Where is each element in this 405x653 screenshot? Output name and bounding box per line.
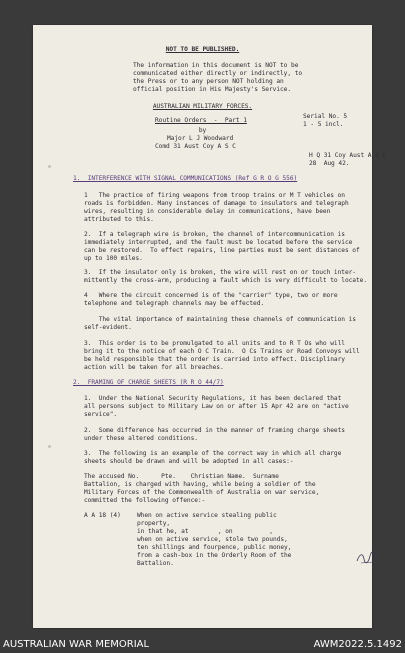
major-name: Major L J Woodward <box>167 135 234 142</box>
paragraph-line: self-evident. <box>84 324 132 331</box>
archive-name: AUSTRALIAN WAR MEMORIAL <box>3 639 150 650</box>
paragraph-line: wires, resulting in considerable delay in communications, have been <box>84 208 331 215</box>
paragraph-line: immediately interrupted, and the fault must be located before the service <box>84 239 353 246</box>
section-1-heading: 1. INTERFERENCE WITH SIGNAL COMMUNICATIONS (Ref G R O G 556) <box>73 175 298 182</box>
routine-orders-title: Routine Orders - Part 1 <box>155 117 247 124</box>
paragraph-line: The vital importance of maintaining these channels of communication is <box>84 316 356 323</box>
serial-range: 1 - 5 incl. <box>303 121 344 128</box>
document-date: 28 Aug 42. <box>309 160 350 167</box>
army-act-reference: A A 18 (4) <box>84 512 121 519</box>
by-line: by <box>198 127 207 134</box>
section-2-heading: 2. FRAMING OF CHARGE SHEETS (R R O 44/7) <box>73 379 224 386</box>
charge-line: ten shillings and fourpence, public money, <box>137 544 292 551</box>
paragraph-line: telephone and telegraph channels may be effected. <box>84 300 265 307</box>
paragraph-line: committed the following offence:- <box>84 497 206 504</box>
paragraph-line: under these altered conditions. <box>84 435 198 442</box>
not-published-heading: NOT TO BE PUBLISHED. <box>165 46 240 53</box>
notice-line: official position in His Majesty's Service. <box>133 86 292 93</box>
archive-reference: AWM2022.5.1492 <box>313 639 402 650</box>
charge-line: property, <box>137 520 171 527</box>
paragraph-line: bring it to the notice of each O C Train. O Cs Trains or Road Convoys will <box>84 348 360 355</box>
paragraph-line: 2. Some difference has occurred in the manner of framing charge sheets <box>84 427 345 434</box>
paragraph-line: 2. If a telegraph wire is broken, the channel of intercommunication is <box>84 231 345 238</box>
paragraph-line: sheets should be drawn and will be adopted in all cases:- <box>84 458 294 465</box>
charge-line: When on active service stealing public <box>137 512 277 519</box>
paragraph-line: attributed to this. <box>84 216 154 223</box>
paragraph-line: 1. Under the National Security Regulations, it has been declared that <box>84 395 342 402</box>
paragraph-line: 3. The following is an example of the correct way in which all charge <box>84 450 342 457</box>
signature-mark <box>356 551 378 565</box>
charge-line: when on active service, stole two pounds, <box>137 536 288 543</box>
charge-line: in that he, at , on , <box>137 528 273 535</box>
paragraph-line: be held responsible that the order is carried into effect. Disciplinary <box>84 356 345 363</box>
paragraph-line: 3. This order is to be promulgated to all units and to R T Os who will <box>84 340 345 347</box>
paragraph-line: Military Forces of the Commonwealth of Australia on war service, <box>84 489 320 496</box>
notice-line: the Press or to any person NOT holding an <box>133 78 284 85</box>
paragraph-line: The accused No. Pte. Christian Name. Surname <box>84 473 279 480</box>
notice-line: The information in this document is NOT to be <box>133 62 299 69</box>
punch-hole <box>48 445 51 448</box>
charge-line: Battalion. <box>137 560 174 567</box>
document-page <box>33 25 387 628</box>
paragraph-line: up to 100 miles. <box>84 255 143 262</box>
paragraph-line: service". <box>84 411 118 418</box>
notice-line: communicated either directly or indirectly, to <box>133 70 303 77</box>
paragraph-line: mittently the cross-arm, producing a fault which is very difficult to locate. <box>84 277 367 284</box>
paragraph-line: 4 Where the circuit concerned is of the "carrier" type, two or more <box>84 292 338 299</box>
punch-hole <box>48 165 51 168</box>
paragraph-line: Battalion, is charged with having, while being a soldier of the <box>84 481 316 488</box>
charge-line: from a cash-box in the Orderly Room of the <box>137 552 292 559</box>
paragraph-line: all persons subject to Military Law on or after 15 Apr 42 are on "active <box>84 403 349 410</box>
serial-number: Serial No. 5 <box>303 113 348 120</box>
command-line: Comd 31 Aust Coy A S C <box>155 143 236 150</box>
paragraph-line: 3. If the insulator only is broken, the wire will rest on or touch inter- <box>84 269 356 276</box>
headquarters: H Q 31 Coy Aust A S C <box>309 152 387 159</box>
paragraph-line: 1 The practice of firing weapons from troop trains or M T vehicles on <box>84 192 345 199</box>
paragraph-line: action will be taken for all breaches. <box>84 364 224 371</box>
paragraph-line: can be restored. To effect repairs, line parties must be sent distances of <box>84 247 360 254</box>
paragraph-line: roads is forbidden. Many instances of damage to insulators and telegraph <box>84 200 349 207</box>
force-heading: AUSTRALIAN MILITARY FORCES. <box>152 103 253 110</box>
